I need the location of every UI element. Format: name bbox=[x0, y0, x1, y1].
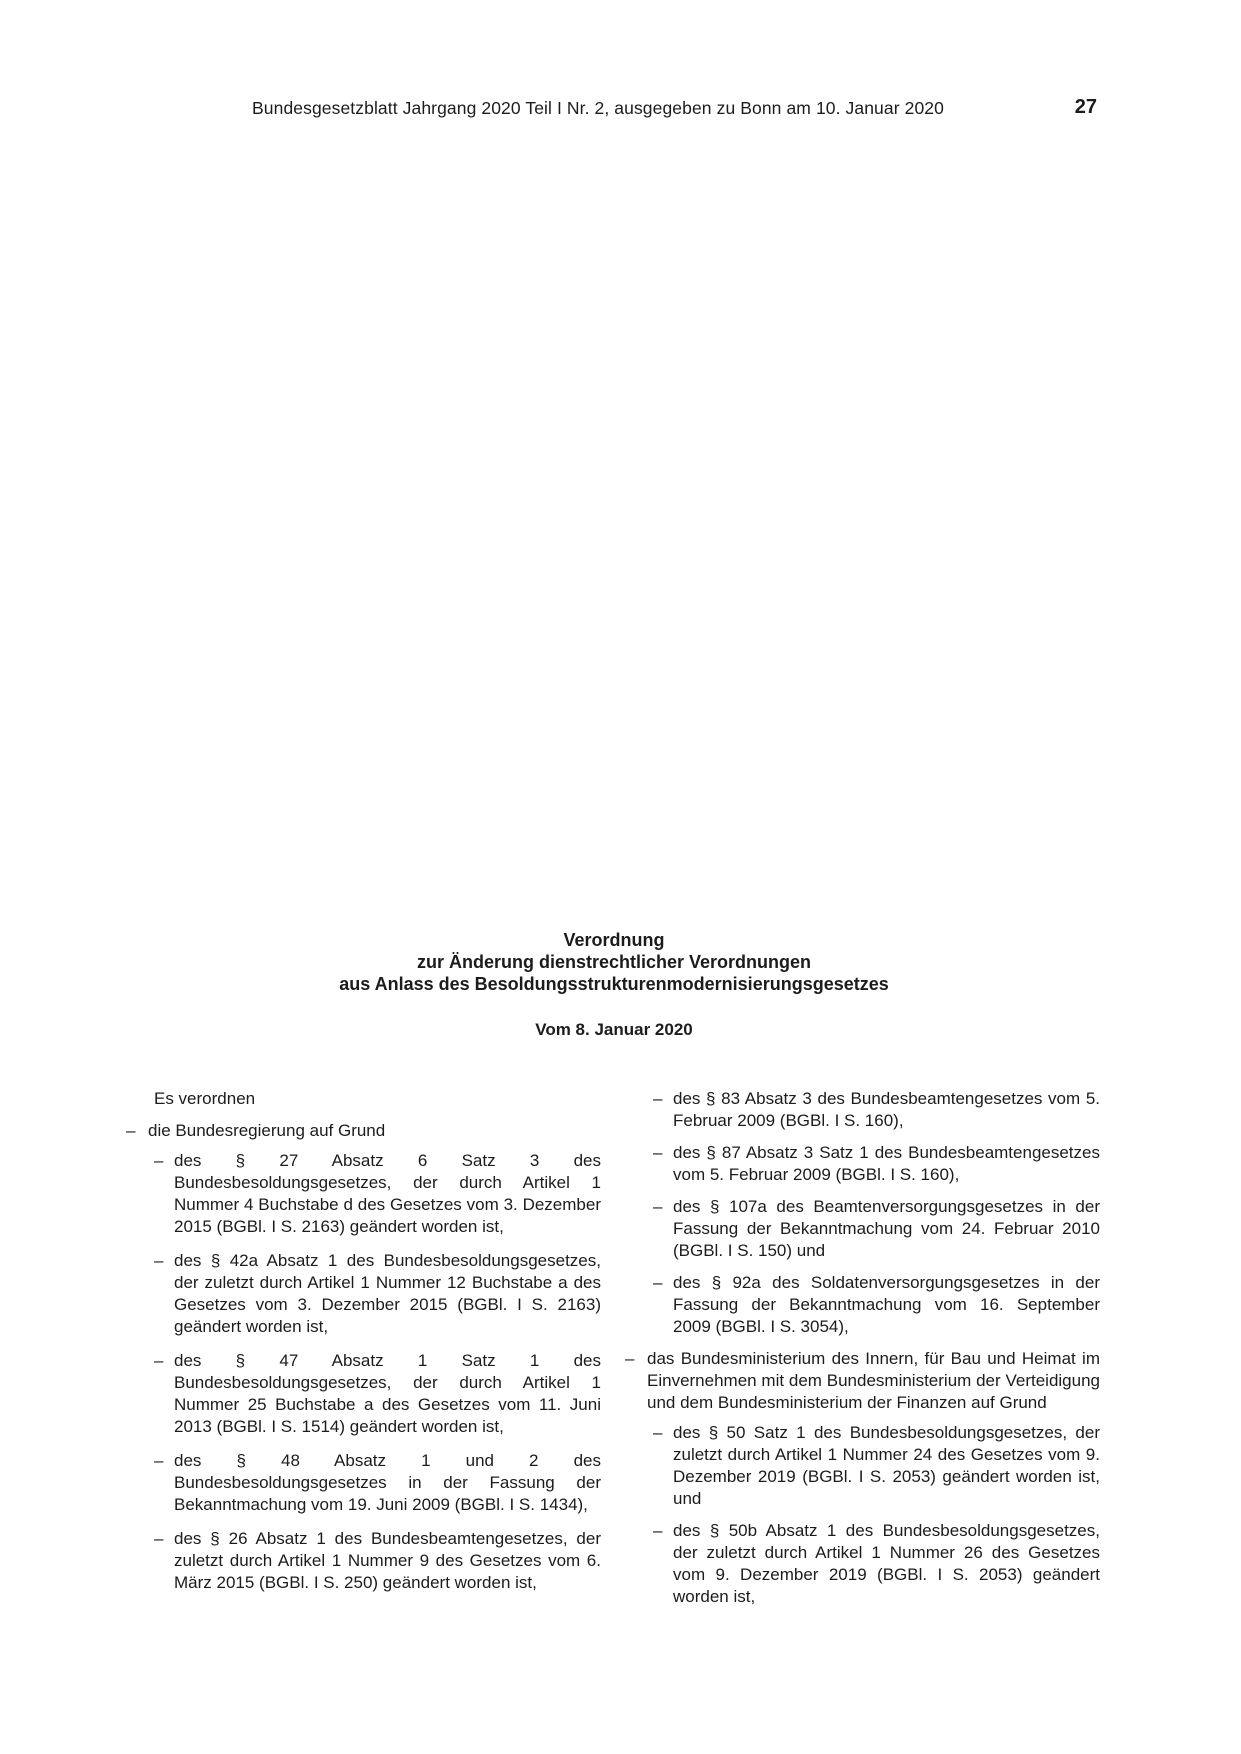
list-item bbox=[126, 1250, 601, 1338]
list-item-text: des § 50b Absatz 1 des Bundesbesoldungsgesetzes, der zuletzt durch Artikel 1 Nummer 26 des Gesetzes vom 9. Dezember 2019 (BGBl. I S. 2053) geändert worden ist, bbox=[673, 1521, 1100, 1606]
list-item-text: des § 48 Absatz 1 und 2 des Bundesbesoldungsgesetzes in der Fassung der Bekanntmachung vom 19. Juni 2009 (BGBl. I S. 1434), bbox=[174, 1451, 601, 1514]
list-item bbox=[625, 1088, 1100, 1132]
list-item bbox=[625, 1520, 1100, 1608]
list-item bbox=[126, 1150, 601, 1238]
document-title bbox=[0, 929, 1228, 995]
dash-marker: – bbox=[625, 1349, 635, 1368]
dash-marker: – bbox=[653, 1197, 663, 1216]
left-column bbox=[126, 1088, 601, 1606]
dash-marker: – bbox=[154, 1529, 164, 1548]
list-item-bundesministerium bbox=[625, 1348, 1100, 1414]
list-item bbox=[126, 1350, 601, 1438]
list-item bbox=[126, 1528, 601, 1594]
list-item-text: des § 27 Absatz 6 Satz 3 des Bundesbesoldungsgesetzes, der durch Artikel 1 Nummer 4 Buchstabe d des Gesetzes vom 3. Dezember 2015 (BGBl. I S. 2163) geändert worden ist, bbox=[174, 1151, 601, 1236]
intro-text: Es verordnen bbox=[154, 1089, 256, 1108]
running-header: Bundesgesetzblatt Jahrgang 2020 Teil I Nr. 2, ausgegeben zu Bonn am 10. Januar 2020 bbox=[252, 98, 944, 118]
list-item-text: des § 50 Satz 1 des Bundesbesoldungsgesetzes, der zuletzt durch Artikel 1 Nummer 24 des Gesetzes vom 9. Dezember 2019 (BGBl. I S. 2053) geändert worden ist, und bbox=[673, 1423, 1100, 1508]
list-item bbox=[625, 1196, 1100, 1262]
list-item-text: des § 26 Absatz 1 des Bundesbeamtengesetzes, der zuletzt durch Artikel 1 Nummer 9 des Gesetzes vom 6. März 2015 (BGBl. I S. 250) geändert worden ist, bbox=[174, 1529, 601, 1592]
dash-marker: – bbox=[154, 1251, 164, 1270]
title-line-2: zur Änderung dienstrechtlicher Verordnungen bbox=[416, 952, 812, 972]
dash-marker: – bbox=[653, 1521, 663, 1540]
dash-marker: – bbox=[653, 1273, 663, 1292]
list-item-text: das Bundesministerium des Innern, für Bau und Heimat im Einvernehmen mit dem Bundesministerium der Verteidigung und dem Bundesministerium der Finanzen auf Grund bbox=[647, 1349, 1100, 1412]
list-item bbox=[126, 1450, 601, 1516]
list-item bbox=[625, 1272, 1100, 1338]
list-item-text: des § 87 Absatz 3 Satz 1 des Bundesbeamtengesetzes vom 5. Februar 2009 (BGBl. I S. 160), bbox=[673, 1143, 1100, 1184]
list-item-text: die Bundesregierung auf Grund bbox=[148, 1121, 386, 1140]
list-item bbox=[625, 1422, 1100, 1510]
title-line-1: Verordnung bbox=[563, 930, 665, 950]
dash-marker: – bbox=[154, 1151, 164, 1170]
page-number: 27 bbox=[1074, 96, 1097, 118]
dash-marker: – bbox=[653, 1089, 663, 1108]
title-line-3: aus Anlass des Besoldungsstrukturenmodernisierungsgesetzes bbox=[339, 974, 889, 994]
dash-marker: – bbox=[154, 1351, 164, 1370]
dash-marker: – bbox=[653, 1423, 663, 1442]
list-item-text: des § 47 Absatz 1 Satz 1 des Bundesbesoldungsgesetzes, der durch Artikel 1 Nummer 25 Buchstabe a des Gesetzes vom 11. Juni 2013 (BGBl. I S. 1514) geändert worden ist, bbox=[174, 1351, 601, 1436]
right-column bbox=[625, 1088, 1100, 1618]
list-item-bundesregierung bbox=[126, 1120, 601, 1142]
list-item-text: des § 92a des Soldatenversorgungsgesetzes in der Fassung der Bekanntmachung vom 16. September 2009 (BGBl. I S. 3054), bbox=[673, 1273, 1100, 1336]
dash-marker: – bbox=[653, 1143, 663, 1162]
list-item-text: des § 42a Absatz 1 des Bundesbesoldungsgesetzes, der zuletzt durch Artikel 1 Nummer 12 Buchstabe a des Gesetzes vom 3. Dezember 2015 (BGBl. I S. 2163) geändert worden ist, bbox=[174, 1251, 601, 1336]
dash-marker: – bbox=[154, 1451, 164, 1470]
dash-marker: – bbox=[126, 1121, 136, 1140]
document-date: Vom 8. Januar 2020 bbox=[535, 1020, 693, 1039]
list-item bbox=[625, 1142, 1100, 1186]
list-item-text: des § 83 Absatz 3 des Bundesbeamtengesetzes vom 5. Februar 2009 (BGBl. I S. 160), bbox=[673, 1089, 1100, 1130]
list-item-text: des § 107a des Beamtenversorgungsgesetzes in der Fassung der Bekanntmachung vom 24. Februar 2010 (BGBl. I S. 150) und bbox=[673, 1197, 1100, 1260]
